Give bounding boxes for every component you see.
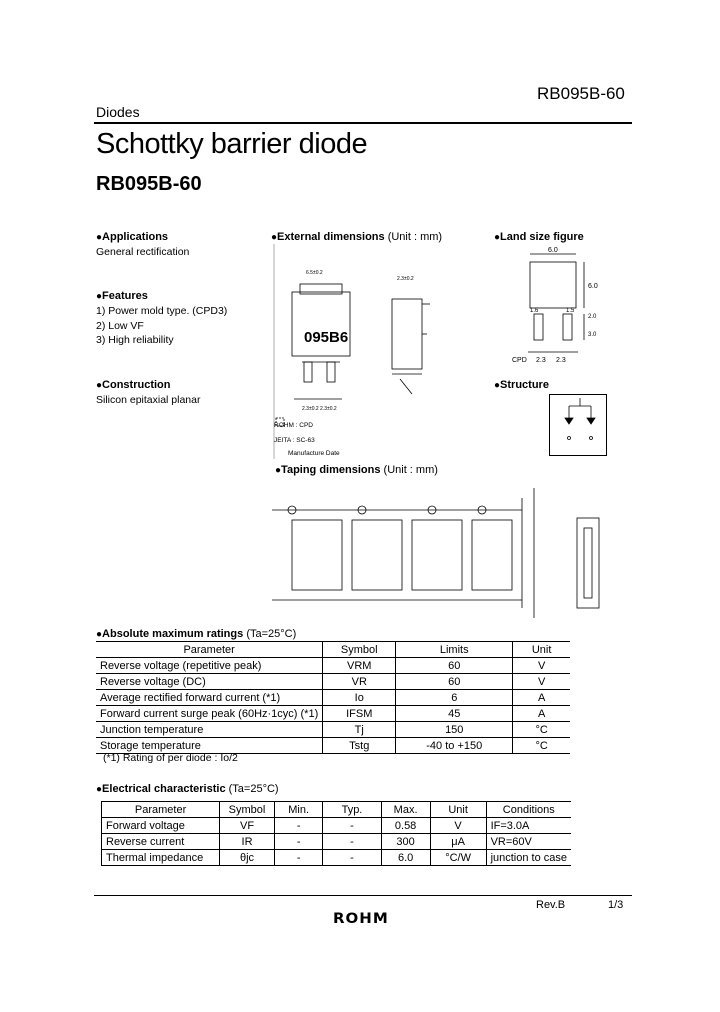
table-header-row: Parameter Symbol Min. Typ. Max. Unit Conditions	[102, 802, 572, 818]
svg-text:1.5: 1.5	[566, 308, 575, 314]
category-label: Diodes	[96, 104, 140, 120]
table-row: Storage temperature Tstg -40 to +150 °C	[96, 738, 570, 754]
svg-text:ROHM : CPD: ROHM : CPD	[274, 422, 313, 429]
electrical-heading: ●Electrical characteristic (Ta=25°C)	[96, 783, 279, 795]
table-row: Average rectified forward current (*1) Io 6 A	[96, 690, 570, 706]
marking-text: 095B6	[304, 329, 349, 346]
taping-drawing	[272, 478, 614, 618]
abs-max-table	[96, 641, 570, 754]
bullet-icon: ●	[271, 232, 278, 243]
taping-heading: ●Taping dimensions (Unit : mm)	[275, 464, 438, 476]
structure-heading: ●Structure	[494, 379, 549, 391]
svg-text:2.3±0.2: 2.3±0.2	[397, 276, 414, 282]
page-number: 1/3	[608, 899, 624, 911]
features-heading: ●Features	[96, 290, 148, 302]
page-title: Schottky barrier diode	[96, 128, 368, 160]
bullet-icon: ●	[96, 380, 103, 391]
construction-text: Silicon epitaxial planar	[96, 394, 201, 406]
external-dimensions-heading: ●External dimensions (Unit : mm)	[271, 231, 443, 243]
svg-text:6.0: 6.0	[548, 247, 558, 254]
bullet-icon: ●	[96, 291, 103, 302]
svg-text:6.5±0.2: 6.5±0.2	[306, 270, 323, 276]
bullet-icon: ●	[275, 465, 282, 476]
abs-max-heading: ●Absolute maximum ratings (Ta=25°C)	[96, 628, 297, 640]
table-row: Junction temperature Tj 150 °C	[96, 722, 570, 738]
bullet-icon: ●	[96, 784, 103, 795]
land-size-drawing	[508, 244, 608, 364]
bullet-icon: ●	[96, 629, 103, 640]
svg-text:6.0: 6.0	[588, 283, 598, 290]
table-row: Forward voltage VF - - 0.58 V IF=3.0A	[102, 818, 572, 834]
table-row: Thermal impedance θjc - - 6.0 °C/W junction to case	[102, 850, 572, 866]
rohm-logo: ROHM	[333, 909, 389, 927]
feature-item: 1) Power mold type. (CPD3)	[96, 305, 228, 317]
svg-text:CPD: CPD	[512, 357, 527, 364]
header-rule	[94, 122, 632, 124]
bullet-icon: ●	[96, 232, 103, 243]
svg-text:JEITA : SC-63: JEITA : SC-63	[274, 437, 315, 444]
structure-diagram	[549, 394, 607, 456]
land-size-heading: ●Land size figure	[494, 231, 584, 243]
svg-text:2.3±0.2 2.3±0.2: 2.3±0.2 2.3±0.2	[302, 406, 337, 412]
bullet-icon: ●	[494, 380, 501, 391]
footer-rule	[94, 895, 632, 896]
bullet-icon: ●	[494, 232, 501, 243]
part-number-header: RB095B-60	[537, 84, 625, 103]
svg-text:Manufacture Date: Manufacture Date	[288, 450, 340, 457]
features-list	[96, 304, 227, 348]
applications-text: General rectification	[96, 246, 190, 258]
svg-text:2.3: 2.3	[536, 357, 546, 364]
table-row: Reverse voltage (DC) VR 60 V	[96, 674, 570, 690]
electrical-table	[101, 801, 571, 866]
table-row: Reverse current IR - - 300 μA VR=60V	[102, 834, 572, 850]
feature-item: 2) Low VF	[96, 319, 144, 332]
applications-heading: ●Applications	[96, 231, 169, 243]
svg-text:1.6: 1.6	[530, 308, 539, 314]
abs-max-note: (*1) Rating of per diode : Io/2	[103, 752, 238, 764]
svg-text:2.3: 2.3	[556, 357, 566, 364]
feature-item: 3) High reliability	[96, 334, 174, 346]
construction-heading: ●Construction	[96, 379, 171, 391]
table-row: Forward current surge peak (60Hz·1cyc) (*1) IFSM 45 A	[96, 706, 570, 722]
table-header-row: Parameter Symbol Limits Unit	[96, 642, 570, 658]
external-dimensions-drawing	[272, 244, 482, 459]
part-number-title: RB095B-60	[96, 173, 202, 195]
table-row: Reverse voltage (repetitive peak) VRM 60 V	[96, 658, 570, 674]
revision-label: Rev.B	[536, 899, 566, 911]
svg-text:3.0: 3.0	[588, 332, 597, 338]
svg-text:2.0: 2.0	[588, 314, 597, 320]
